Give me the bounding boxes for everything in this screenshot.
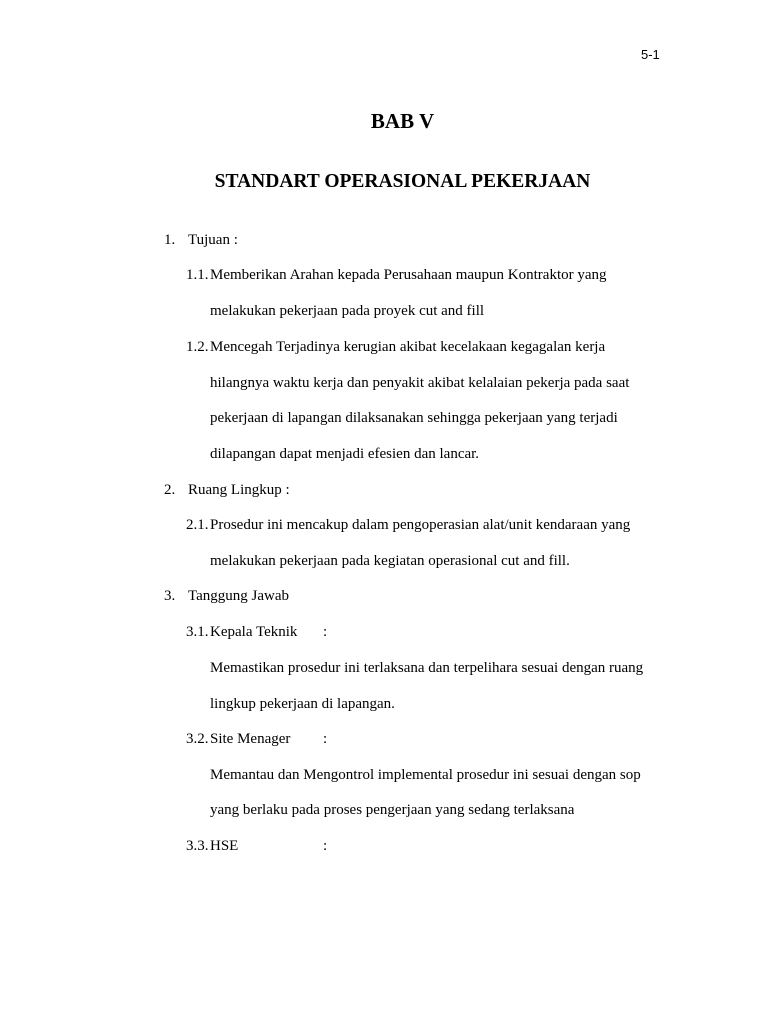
section-heading: Ruang Lingkup : <box>188 482 290 498</box>
item-line: lingkup pekerjaan di lapangan. <box>210 696 395 712</box>
role-colon: : <box>323 838 328 854</box>
item-line: Memberikan Arahan kepada Perusahaan maupun Kontraktor yang <box>210 267 607 283</box>
item-number: 3.2. <box>186 731 209 747</box>
section-number: 2. <box>164 482 176 498</box>
role-colon: : <box>323 731 328 747</box>
item-line: Mencegah Terjadinya kerugian akibat kecelakaan kegagalan kerja <box>210 339 606 355</box>
item-number: 1.2. <box>186 339 209 355</box>
item-number: 3.1. <box>186 624 209 640</box>
item-line: hilangnya waktu kerja dan penyakit akibat kelalaian pekerja pada saat <box>210 375 630 391</box>
item-line: Prosedur ini mencakup dalam pengoperasian alat/unit kendaraan yang <box>210 517 631 533</box>
page-number: 5-1 <box>641 47 660 62</box>
section-heading: Tanggung Jawab <box>188 588 290 604</box>
role-colon: : <box>323 624 328 640</box>
section-number: 3. <box>164 588 176 604</box>
item-line: melakukan pekerjaan pada kegiatan operasional cut and fill. <box>210 553 570 569</box>
item-line: yang berlaku pada proses pengerjaan yang sedang terlaksana <box>210 802 575 818</box>
item-number: 1.1. <box>186 267 209 283</box>
document-title: STANDART OPERASIONAL PEKERJAAN <box>214 171 591 192</box>
section-heading: Tujuan : <box>188 232 238 248</box>
section-number: 1. <box>164 232 176 248</box>
item-number: 2.1. <box>186 517 209 533</box>
item-line: Memastikan prosedur ini terlaksana dan terpelihara sesuai dengan ruang <box>210 660 644 676</box>
item-line: dilapangan dapat menjadi efesien dan lancar. <box>210 446 480 462</box>
role-label: HSE <box>210 838 239 854</box>
role-label: Kepala Teknik <box>210 624 298 640</box>
item-line: Memantau dan Mengontrol implemental prosedur ini sesuai dengan sop <box>210 767 641 783</box>
item-line: melakukan pekerjaan pada proyek cut and fill <box>210 303 485 319</box>
item-number: 3.3. <box>186 838 209 854</box>
chapter-heading: BAB V <box>370 109 435 133</box>
item-line: pekerjaan di lapangan dilaksanakan sehingga pekerjaan yang terjadi <box>210 410 618 426</box>
role-label: Site Menager <box>210 731 291 747</box>
